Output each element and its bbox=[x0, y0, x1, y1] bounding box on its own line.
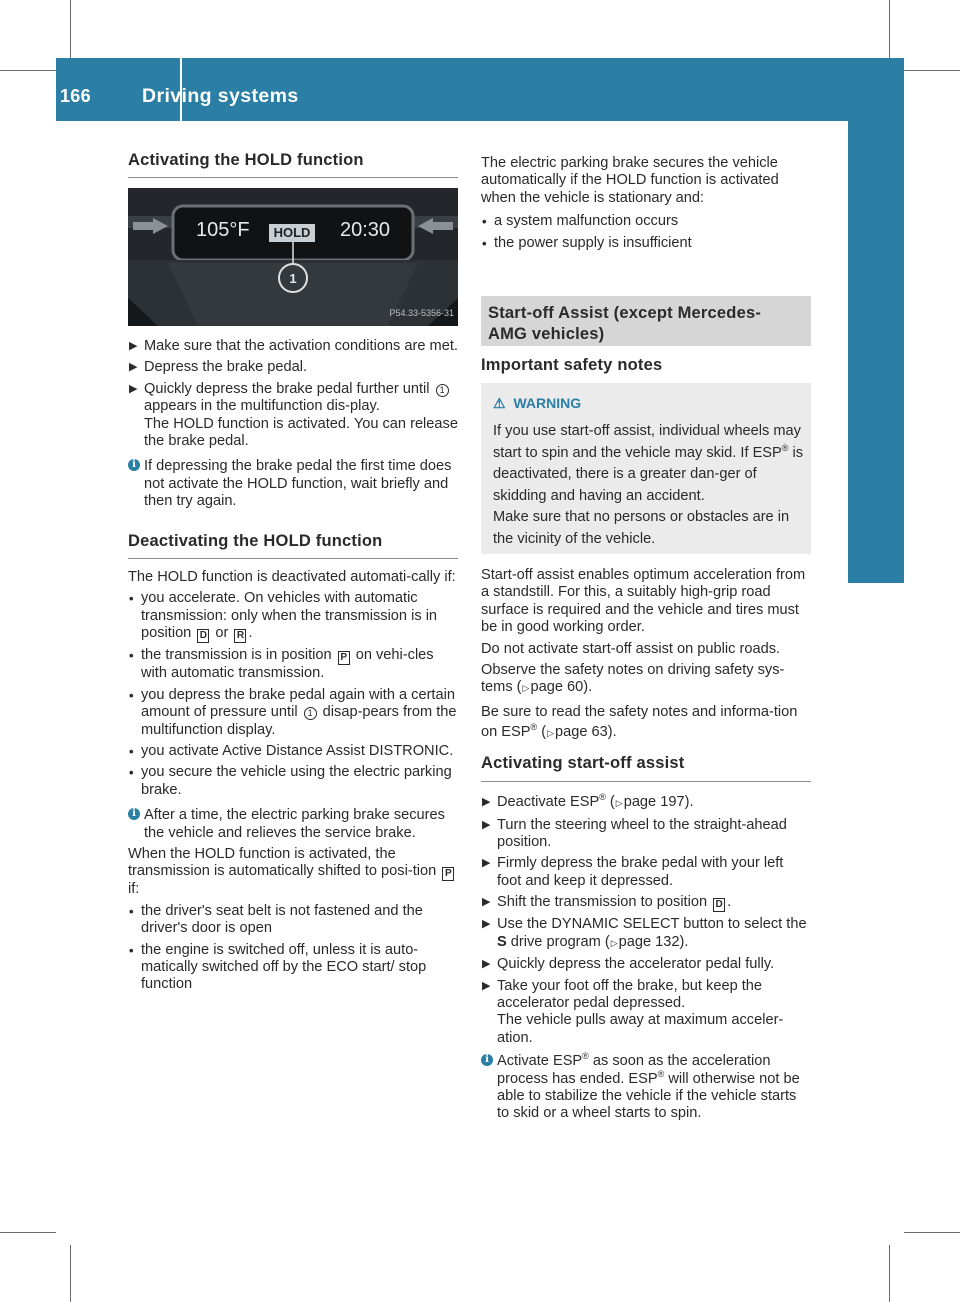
info-icon: i bbox=[128, 808, 140, 820]
page-header bbox=[56, 58, 904, 121]
info-icon: i bbox=[128, 459, 140, 471]
step-arrow-icon: ▶ bbox=[129, 382, 138, 395]
warning-triangle-icon: ⚠ bbox=[493, 395, 506, 411]
figure-code: P54.33-5356-31 bbox=[389, 307, 454, 318]
paragraph: Start-off assist enables optimum acceleration from a standstill. For this, a suitably high-grip road surface is required and the vehicle and tires must be in good working order. bbox=[481, 567, 806, 636]
bullet-item: • the driver's seat belt is not fastened and the driver's door is open bbox=[129, 902, 423, 937]
info-note: i If depressing the brake pedal the first time does not activate the HOLD function, wait briefly and then try again. bbox=[128, 458, 458, 510]
step: ▶ Use the DYNAMIC SELECT button to select the S drive program (▷page 132). bbox=[482, 916, 807, 950]
warning-text: If you use start-off assist, individual wheels may start to spin and the vehicle may skid. If ESP® is deactivated, there is a greater dan-ger of skidding and having an accident. Make sure that no persons or obstacles are in the vicinity of the vehicle. bbox=[493, 423, 804, 547]
heading-rule bbox=[128, 177, 458, 178]
step-arrow-icon: ▶ bbox=[482, 958, 491, 971]
section-heading-activating-hold: Activating the HOLD function bbox=[128, 151, 364, 169]
crop-mark bbox=[904, 70, 960, 71]
warning-title: ⚠ WARNING bbox=[493, 395, 582, 411]
right-column-top bbox=[481, 155, 811, 256]
bullet-item: • the engine is switched off, unless it is auto-matically switched off by the ECO start/ stop function bbox=[129, 941, 427, 993]
bullet-icon: • bbox=[129, 743, 134, 759]
callout-1-icon: 1 bbox=[304, 707, 317, 720]
step-arrow-icon: ▶ bbox=[129, 361, 138, 374]
gear-p-icon: P bbox=[442, 867, 454, 881]
gear-d-icon: D bbox=[713, 898, 725, 912]
bullet-item: • you activate Active Distance Assist DISTRONIC. bbox=[129, 742, 454, 759]
crop-mark bbox=[70, 0, 71, 58]
paragraph: Do not activate start-off assist on public roads. bbox=[481, 640, 781, 657]
crop-mark bbox=[0, 70, 56, 71]
paragraph: The HOLD function is deactivated automati-cally if: bbox=[128, 569, 456, 586]
step-arrow-icon: ▶ bbox=[482, 979, 491, 992]
paragraph: Be sure to read the safety notes and informa-tion on ESP® (▷page 63). bbox=[481, 703, 798, 740]
page-number: 166 bbox=[60, 86, 91, 106]
bullet-icon: • bbox=[129, 903, 134, 919]
crop-mark bbox=[904, 1232, 960, 1233]
section-heading-deactivating-hold: Deactivating the HOLD function bbox=[128, 531, 383, 550]
info-note: i After a time, the electric parking brake secures the vehicle and relieves the service brake. bbox=[128, 807, 458, 842]
bullet-icon: • bbox=[129, 942, 134, 958]
page-ref-link[interactable]: page 132 bbox=[618, 933, 680, 950]
crop-mark bbox=[0, 1232, 56, 1233]
safety-heading-block bbox=[481, 357, 811, 374]
paragraph: The electric parking brake secures the vehicle automatically if the HOLD function is activated when the vehicle is stationary and: bbox=[481, 155, 779, 206]
step: ▶ Turn the steering wheel to the straight-ahead position. bbox=[482, 816, 787, 851]
bullet-item: • the power supply is insufficient bbox=[482, 234, 692, 251]
bullet-item: • you depress the brake pedal again with a certain amount of pressure until 1 disap-pears from the multifunction display. bbox=[129, 686, 457, 738]
page-ref-arrow-icon: ▷ bbox=[522, 683, 530, 694]
info-icon: i bbox=[481, 1054, 493, 1066]
heading-rule bbox=[481, 781, 811, 782]
step-arrow-icon: ▶ bbox=[482, 818, 491, 831]
chapter-title: Driving systems bbox=[142, 85, 299, 107]
bullet-icon: • bbox=[129, 687, 134, 703]
page-ref-arrow-icon: ▷ bbox=[547, 727, 554, 738]
clock-readout: 20:30 bbox=[340, 219, 391, 241]
bullet-icon: • bbox=[129, 648, 134, 664]
step-arrow-icon: ▶ bbox=[482, 796, 491, 809]
bullet-icon: • bbox=[129, 591, 134, 607]
instrument-display-figure bbox=[128, 188, 458, 326]
left-column-body bbox=[128, 338, 458, 998]
crop-mark bbox=[70, 1245, 71, 1302]
gear-p-icon: P bbox=[338, 651, 350, 665]
bullet-item: • you secure the vehicle using the electric parking brake. bbox=[129, 764, 452, 798]
step: ▶ Quickly depress the brake pedal further until 1 appears in the multifunction dis-play. The HOLD function is activated. You can release the brake pedal. bbox=[129, 380, 458, 450]
heading-rule bbox=[128, 558, 458, 559]
step: ▶ Depress the brake pedal. bbox=[129, 359, 308, 376]
callout-1-icon: 1 bbox=[436, 384, 449, 397]
page-ref-link[interactable]: page 197 bbox=[623, 794, 685, 811]
step-arrow-icon: ▶ bbox=[482, 857, 491, 870]
step: ▶ Make sure that the activation conditions are met. bbox=[129, 338, 458, 354]
step: ▶ Shift the transmission to position D . bbox=[482, 894, 732, 911]
section-heading-start-off-assist: Start-off Assist (except Mercedes-AMG vehicles) bbox=[488, 304, 762, 343]
step-arrow-icon: ▶ bbox=[482, 918, 491, 931]
bullet-icon: • bbox=[482, 214, 487, 230]
bullet-icon: • bbox=[482, 235, 487, 251]
step-arrow-icon: ▶ bbox=[129, 340, 138, 352]
step: ▶ Firmly depress the brake pedal with your left foot and keep it depressed. bbox=[482, 855, 784, 889]
temperature-readout: 105°F bbox=[196, 219, 250, 241]
page-ref-arrow-icon: ▷ bbox=[610, 937, 618, 948]
bullet-item: • a system malfunction occurs bbox=[482, 213, 679, 230]
bullet-item: • you accelerate. On vehicles with automatic transmission: only when the transmission is in position D or R . bbox=[129, 590, 438, 642]
hold-indicator: HOLD bbox=[273, 225, 311, 240]
step: ▶ Quickly depress the accelerator pedal fully. bbox=[482, 956, 775, 973]
gear-d-icon: D bbox=[197, 629, 209, 643]
figure-callout-1: 1 bbox=[289, 271, 297, 286]
info-note: i Activate ESP® as soon as the acceleration process has ended. ESP® will otherwise not be able to stabilize the vehicle if the vehicle starts to skid or a wheel starts to spin. bbox=[481, 1053, 811, 1123]
page-ref-link[interactable]: page 63 bbox=[554, 723, 608, 740]
section-heading-activating-start-off: Activating start-off assist bbox=[481, 753, 685, 772]
left-column bbox=[128, 152, 458, 178]
step: ▶ Take your foot off the brake, but keep the accelerator pedal depressed. The vehicle pulls away at maximum acceler-ation. bbox=[482, 977, 784, 1046]
warning-box bbox=[481, 383, 811, 554]
section-header-box bbox=[481, 296, 811, 346]
page-ref-link[interactable]: page 60 bbox=[530, 679, 584, 696]
section-heading-safety-notes: Important safety notes bbox=[481, 356, 663, 374]
paragraph: When the HOLD function is activated, the transmission is automatically shifted to posi-tion P if: bbox=[128, 846, 458, 899]
crop-mark bbox=[889, 1245, 890, 1302]
page-ref-arrow-icon: ▷ bbox=[615, 798, 623, 809]
gear-r-icon: R bbox=[234, 629, 246, 643]
step: ▶ Deactivate ESP® (▷page 197). bbox=[482, 792, 694, 811]
step-arrow-icon: ▶ bbox=[482, 896, 491, 909]
right-column-body bbox=[481, 567, 811, 1127]
side-tab-label: Driving and parking bbox=[865, 314, 889, 520]
paragraph: Observe the safety notes on driving safety sys-tems (▷page 60). bbox=[481, 662, 785, 696]
bullet-icon: • bbox=[129, 765, 134, 781]
bullet-item: • the transmission is in position P on vehi-cles with automatic transmission. bbox=[129, 647, 434, 682]
crop-mark bbox=[889, 0, 890, 58]
